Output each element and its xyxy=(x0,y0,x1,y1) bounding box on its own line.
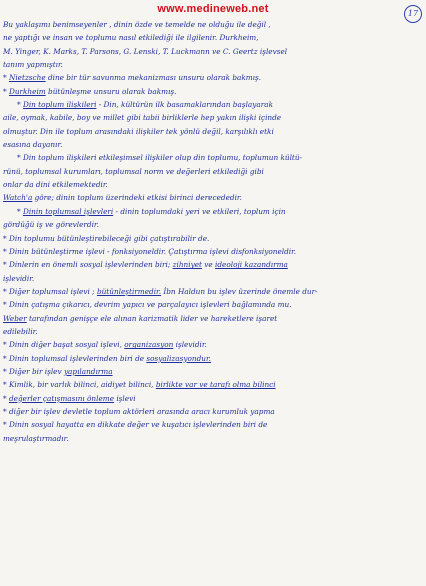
text-segment: * Dinin bütünleştirme işlevi - fonksiyoneldir. Çatıştırma işlevi disfonksiyoneldir. xyxy=(3,246,297,256)
text-line xyxy=(3,151,419,164)
text-line xyxy=(3,18,419,31)
text-segment: göre; dinin toplum üzerindeki etkisi birinci derecededir. xyxy=(32,193,242,203)
site-watermark[interactable]: www.medineweb.net xyxy=(157,3,269,15)
text-segment: İbn Haldun bu işlev üzerinde önemle dur- xyxy=(161,286,318,296)
text-segment: işlevidir. xyxy=(173,340,207,350)
text-segment: ne yaptığı ve insan ve toplumu nasıl etkilediği ile ilgilenir. Durkheim, xyxy=(3,33,259,43)
underlined-phrase: yapılandırma xyxy=(63,366,113,376)
text-line xyxy=(3,178,419,191)
text-segment: * Dinin diğer başat sosyal işlevi, xyxy=(3,340,125,350)
text-segment: * Diğer toplumsal işlevi ; xyxy=(3,286,97,296)
text-line xyxy=(3,218,419,231)
underlined-phrase: Durkheim xyxy=(8,86,46,96)
text-line xyxy=(3,71,419,84)
text-line xyxy=(3,405,419,418)
text-segment: gördüğü iş ve görevlerdir. xyxy=(3,220,99,230)
text-segment: işlevi xyxy=(114,393,136,403)
underlined-phrase: Dinin toplumsal işlevleri xyxy=(22,206,114,216)
text-line xyxy=(3,45,419,58)
text-line xyxy=(3,31,419,44)
text-segment: ve xyxy=(201,260,216,270)
text-segment: * Dinin çatışma çıkarıcı, devrim yapıcı ve parçalayıcı işlevleri bağlamında mu. xyxy=(3,300,292,310)
text-line xyxy=(3,325,419,338)
underlined-phrase: Watch'a xyxy=(3,193,33,203)
text-line xyxy=(3,365,419,378)
text-line xyxy=(3,98,419,111)
underlined-phrase: Din toplum ilişkileri xyxy=(22,100,97,110)
text-line xyxy=(3,338,419,351)
text-segment: aile, oymak, kabile, boy ve millet gibi tabii birliklerle hep yakın ilişki içinde xyxy=(3,113,282,123)
text-segment: rünü, toplumsal kurumları, toplumsal norm ve değerleri etkilediği gibi xyxy=(3,166,264,176)
text-line xyxy=(3,232,419,245)
text-segment: * diğer bir işlev devletle toplum aktörleri arasında aracı kurumluk yapma xyxy=(3,406,275,416)
text-segment: onlar da dini etkilemektedir. xyxy=(3,180,108,190)
text-line xyxy=(3,272,419,285)
text-segment: * Kimlik, bir varlık bilinci, aidiyet bilinci, xyxy=(3,380,156,390)
underlined-phrase: bütünleştirmedir. xyxy=(96,286,162,296)
text-line xyxy=(3,285,419,298)
text-line xyxy=(3,205,419,218)
underlined-phrase: Nietzsche xyxy=(8,73,46,83)
text-segment: - dinin toplumdaki yeri ve etkileri, toplum için xyxy=(113,206,286,216)
text-line xyxy=(3,392,419,405)
underlined-phrase: Weber xyxy=(3,313,27,323)
text-line xyxy=(3,191,419,204)
text-segment: * xyxy=(3,86,9,96)
underlined-phrase: sosyalizasyondur. xyxy=(146,353,211,363)
text-segment: esasına dayanır. xyxy=(3,140,63,150)
text-segment: bütünleşme unsuru olarak bakmış. xyxy=(45,86,177,96)
text-segment: meşrulaştırmadır. xyxy=(3,433,69,443)
text-segment: * xyxy=(17,206,23,216)
text-segment: * Dinin sosyal hayatta en dikkate değer ve kuşatıcı işlevlerinden biri de xyxy=(3,420,268,430)
text-line xyxy=(3,312,419,325)
handwritten-body xyxy=(3,18,419,445)
text-line xyxy=(3,378,419,391)
underlined-phrase: organizasyon xyxy=(124,340,174,350)
text-segment: - Din, kültürün ilk basamaklarından başlayarak xyxy=(96,100,273,110)
text-segment: olmuştur. Din ile toplum arasındaki ilişkiler tek yönlü değil, karşılıklı etki xyxy=(3,126,274,136)
text-segment: * xyxy=(3,73,9,83)
underlined-phrase: zihniyet xyxy=(172,260,202,270)
text-segment: * xyxy=(17,100,23,110)
text-line xyxy=(3,418,419,431)
text-segment: * Dinlerin en önemli sosyal işlevlerinden biri; xyxy=(3,260,173,270)
text-segment: M. Yinger, K. Marks, T. Parsons, G. Lenski, T. Luckmann ve C. Geertz işlevsel xyxy=(3,46,288,56)
text-segment: edilebilir. xyxy=(3,326,38,336)
underlined-phrase: ideoloji kazandırma xyxy=(215,260,288,270)
text-segment: tanım yapmıştır. xyxy=(3,60,63,70)
text-segment: işlevidir. xyxy=(3,273,35,283)
text-segment: * Din toplumu bütünleştirebileceği gibi çatıştırabilir de. xyxy=(3,233,210,243)
text-line xyxy=(3,352,419,365)
text-line xyxy=(3,138,419,151)
text-line xyxy=(3,111,419,124)
page-number-circle: 17 xyxy=(404,5,422,23)
text-segment: dine bir tür savunma mekanizması unsuru olarak bakmış. xyxy=(45,73,262,83)
text-line xyxy=(3,258,419,271)
text-segment: * Diğer bir işlev xyxy=(3,366,64,376)
text-line xyxy=(3,58,419,71)
text-line xyxy=(3,125,419,138)
text-segment: * Din toplum ilişkileri etkileşimsel ilişkiler olup din toplumu, toplumun kültü- xyxy=(17,153,303,163)
text-segment: * Dinin toplumsal işlevlerinden biri de xyxy=(3,353,147,363)
text-line xyxy=(3,85,419,98)
text-segment: Bu yaklaşımı benimseyenler , dinin özde ve temelde ne olduğu ile değil , xyxy=(3,20,271,29)
text-segment: * xyxy=(3,393,9,403)
underlined-phrase: değerler çatışmasını önleme xyxy=(8,393,115,403)
text-line xyxy=(3,245,419,258)
text-line xyxy=(3,298,419,311)
text-segment: tarafından genişçe ele alınan karizmatik lider ve hareketlere işaret xyxy=(26,313,278,323)
text-line xyxy=(3,165,419,178)
underlined-phrase: birlikte var ve tarafı olma bilinci xyxy=(155,380,276,390)
text-line xyxy=(3,432,419,445)
